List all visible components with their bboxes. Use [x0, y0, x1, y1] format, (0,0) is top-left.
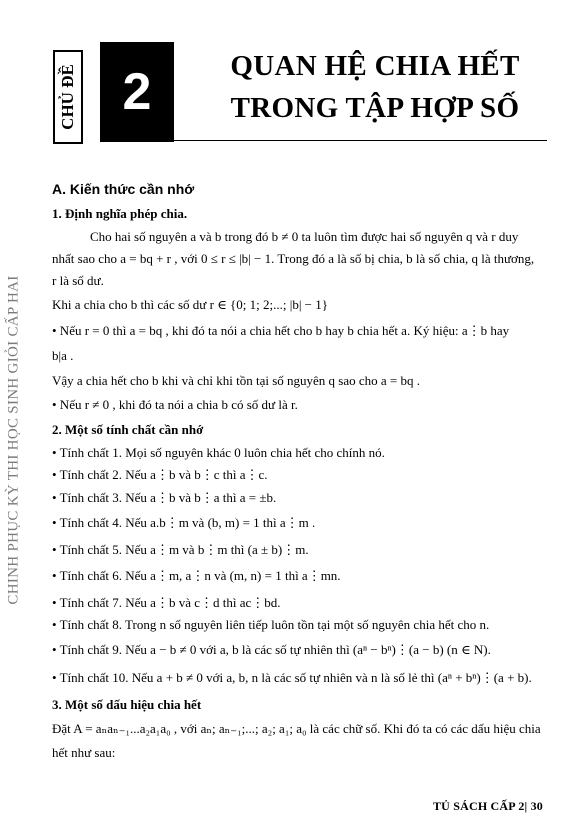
para-1-line-3: r là số dư.: [52, 273, 104, 288]
bullet-1-line-1: • Nếu r = 0 thì a = bq , khi đó ta nói a chia hết cho b hay b chia hết a. Ký hiệu: a⋮b hay: [52, 323, 510, 338]
heading-3: 3. Một số dấu hiệu chia hết: [52, 697, 202, 712]
title-line-2: TRONG TẬP HỢP SỐ: [230, 92, 520, 124]
heading-2: 2. Một số tính chất cần nhớ: [52, 422, 204, 437]
topic-number: 2: [100, 42, 174, 142]
bullet-2: • Nếu r ≠ 0 , khi đó ta nói a chia b có số dư là r.: [52, 397, 298, 412]
property-4: • Tính chất 4. Nếu a.b⋮m và (b, m) = 1 thì a⋮m .: [52, 515, 316, 530]
para-3: Vậy a chia hết cho b khi và chỉ khi tồn tại số nguyên q sao cho a = bq .: [52, 373, 420, 388]
page-footer: TỦ SÁCH CẤP 2| 30: [432, 799, 543, 813]
title-line-1: QUAN HỆ CHIA HẾT: [230, 50, 520, 82]
property-5: • Tính chất 5. Nếu a⋮m và b⋮m thì (a ± b)⋮m.: [52, 542, 309, 557]
property-9: • Tính chất 9. Nếu a − b ≠ 0 với a, b là các số tự nhiên thì (aⁿ − bⁿ)⋮(a − b) (n ∈ N).: [52, 642, 491, 657]
para-1-line-1: Cho hai số nguyên a và b trong đó b ≠ 0 ta luôn tìm được hai số nguyên q và r duy: [90, 229, 519, 244]
para-1-line-2: nhất sao cho a = bq + r , với 0 ≤ r ≤ |b| − 1. Trong đó a là số bị chia, b là số chia, q là thương,: [52, 251, 535, 266]
para-2: Khi a chia cho b thì các số dư r ∈ {0; 1; 2;...; |b| − 1}: [52, 297, 328, 312]
property-1: • Tính chất 1. Mọi số nguyên khác 0 luôn chia hết cho chính nó.: [52, 445, 385, 460]
side-banner: [4, 250, 24, 630]
topic-label: CHỦ ĐỀ: [58, 64, 77, 130]
property-8: • Tính chất 8. Trong n số nguyên liên tiếp luôn tồn tại một số nguyên chia hết cho n.: [52, 617, 490, 632]
side-banner-text: CHINH PHỤC KỲ THI HỌC SINH GIỎI CẤP HAI: [5, 275, 22, 605]
bullet-1-line-2: b|a .: [52, 348, 74, 363]
header-rule: [174, 140, 547, 141]
para-4-line-1: Đặt A = aₙaₙ₋₁...a₂a₁a₀ , với aₙ; aₙ₋₁;...; a₂; a₁; a₀ là các chữ số. Khi đó ta có các dấu hiệu chia: [52, 721, 541, 736]
section-a-heading: A. Kiến thức cần nhớ: [52, 181, 195, 197]
para-4-line-2: hết như sau:: [52, 745, 116, 760]
topic-label-box: [53, 50, 83, 144]
property-6: • Tính chất 6. Nếu a⋮m, a⋮n và (m, n) = 1 thì a⋮mn.: [52, 568, 341, 583]
property-3: • Tính chất 3. Nếu a⋮b và b⋮a thì a = ±b.: [52, 490, 277, 505]
heading-1: 1. Định nghĩa phép chia.: [52, 206, 188, 221]
property-7: • Tính chất 7. Nếu a⋮b và c⋮d thì ac⋮bd.: [52, 595, 281, 610]
property-2: • Tính chất 2. Nếu a⋮b và b⋮c thì a⋮c.: [52, 467, 268, 482]
property-10: • Tính chất 10. Nếu a + b ≠ 0 với a, b, n là các số tự nhiên và n là số lẻ thì (aⁿ + bⁿ)⋮(a + b).: [52, 670, 532, 685]
